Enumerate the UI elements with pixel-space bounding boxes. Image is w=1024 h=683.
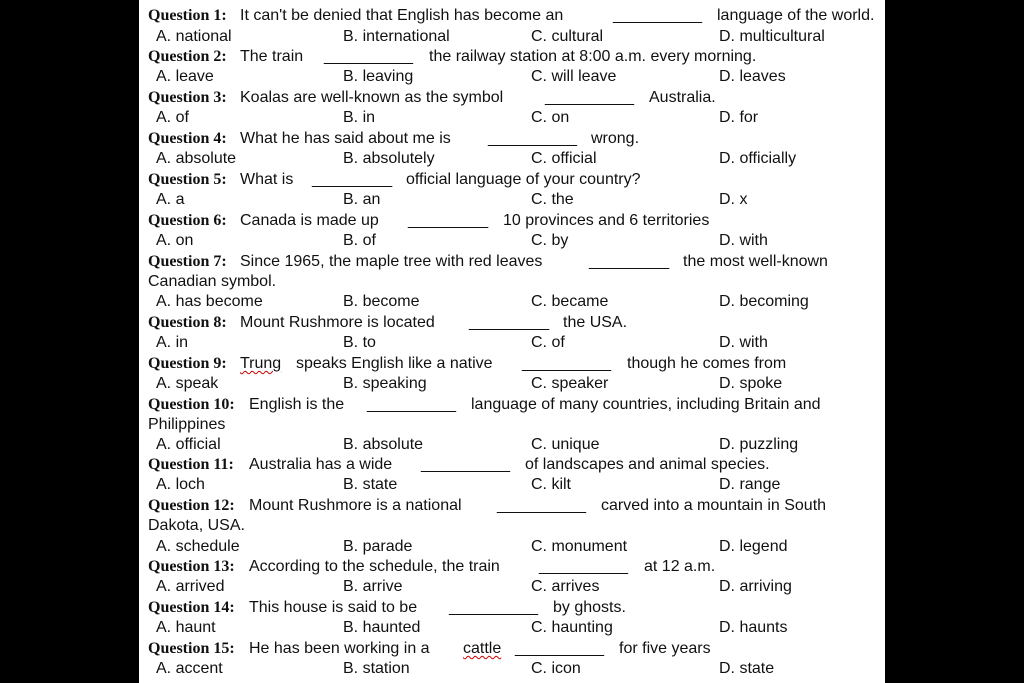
option-a: A. loch (156, 476, 205, 493)
question-number: Question 2: (148, 48, 227, 65)
stem-text: wrong. (591, 130, 640, 147)
stem-text: at 12 a.m. (644, 558, 716, 575)
option-b: B. leaving (343, 68, 414, 85)
option-b: B. become (343, 293, 420, 310)
option-c: C. cultural (531, 28, 604, 45)
option-c: C. of (531, 334, 565, 351)
option-d: D. becoming (719, 293, 809, 310)
option-b: B. arrive (343, 578, 403, 595)
option-b: B. an (343, 191, 381, 208)
stem-text: What is (240, 171, 294, 188)
option-a: A. of (156, 109, 189, 126)
option-a: A. official (156, 436, 221, 453)
option-d: D. range (719, 476, 781, 493)
question-number: Question 13: (148, 558, 235, 575)
option-a: A. on (156, 232, 194, 249)
option-d: D. state (719, 660, 775, 677)
stem-text: Canadian symbol. (148, 273, 277, 290)
stem-text: Since 1965, the maple tree with red leaves (240, 253, 543, 270)
stem-text: Mount Rushmore is a national (249, 497, 462, 514)
option-c: C. became (531, 293, 609, 310)
option-a: A. national (156, 28, 232, 45)
stem-text: though he comes from (627, 355, 787, 372)
option-d: D. officially (719, 150, 797, 167)
option-d: D. legend (719, 538, 788, 555)
question-number: Question 9: (148, 355, 227, 372)
stem-text: language of many countries, including Britain and (471, 396, 821, 413)
spellcheck-word: Trung (240, 355, 282, 372)
stem-text: The train (240, 48, 304, 65)
stem-text: the most well-known (683, 253, 828, 270)
answer-blank: __________ (515, 640, 604, 657)
option-b: B. state (343, 476, 398, 493)
question-number: Question 4: (148, 130, 227, 147)
option-d: D. multicultural (719, 28, 825, 45)
answer-blank: __________ (421, 456, 510, 473)
question-number: Question 5: (148, 171, 227, 188)
answer-blank: __________ (545, 89, 634, 106)
stem-text: for five years (619, 640, 711, 657)
option-d: D. spoke (719, 375, 783, 392)
answer-blank: __________ (449, 599, 538, 616)
question-number: Question 11: (148, 456, 234, 473)
stem-text: Australia. (649, 89, 716, 106)
option-c: C. monument (531, 538, 628, 555)
option-d: D. haunts (719, 619, 788, 636)
option-c: C. the (531, 191, 574, 208)
option-b: B. parade (343, 538, 413, 555)
question-number: Question 8: (148, 314, 227, 331)
option-b: B. of (343, 232, 376, 249)
stem-text: carved into a mountain in South (601, 497, 827, 514)
option-c: C. kilt (531, 476, 571, 493)
option-a: A. accent (156, 660, 223, 677)
stem-text: official language of your country? (406, 171, 641, 188)
stem-text: Koalas are well-known as the symbol (240, 89, 504, 106)
option-d: D. for (719, 109, 759, 126)
question-number: Question 10: (148, 396, 235, 413)
answer-blank: __________ (488, 130, 577, 147)
option-a: A. a (156, 191, 185, 208)
question-number: Question 3: (148, 89, 227, 106)
stem-text: the railway station at 8:00 a.m. every morning. (429, 48, 757, 65)
stem-text: English is the (249, 396, 345, 413)
option-c: C. official (531, 150, 597, 167)
option-d: D. arriving (719, 578, 792, 595)
stem-text: According to the schedule, the train (249, 558, 500, 575)
stem-text: language of the world. (717, 7, 875, 24)
option-c: C. by (531, 232, 569, 249)
option-b: B. absolute (343, 436, 424, 453)
option-a: A. has become (156, 293, 263, 310)
option-a: A. absolute (156, 150, 237, 167)
option-d: D. x (719, 191, 748, 208)
answer-blank: __________ (324, 48, 413, 65)
option-a: A. speak (156, 375, 219, 392)
answer-blank: __________ (539, 558, 628, 575)
option-c: C. icon (531, 660, 581, 677)
option-d: D. with (719, 232, 768, 249)
option-b: B. station (343, 660, 410, 677)
stem-text: This house is said to be (249, 599, 418, 616)
option-c: C. arrives (531, 578, 600, 595)
question-number: Question 6: (148, 212, 227, 229)
stem-text: speaks English like a native (296, 355, 493, 372)
option-c: C. haunting (531, 619, 613, 636)
option-c: C. will leave (531, 68, 617, 85)
stem-text: Dakota, USA. (148, 517, 245, 534)
option-b: B. to (343, 334, 376, 351)
stem-text: Canada is made up (240, 212, 379, 229)
answer-blank: __________ (367, 396, 456, 413)
spellcheck-word: cattle (463, 640, 502, 657)
option-c: C. speaker (531, 375, 609, 392)
worksheet-page (139, 0, 885, 683)
stem-text: Mount Rushmore is located (240, 314, 435, 331)
stem-text: It can't be denied that English has become an (240, 7, 564, 24)
option-d: D. puzzling (719, 436, 799, 453)
option-a: A. haunt (156, 619, 216, 636)
question-number: Question 12: (148, 497, 235, 514)
answer-blank: __________ (613, 7, 702, 24)
question-number: Question 15: (148, 640, 235, 657)
option-a: A. in (156, 334, 189, 351)
option-b: B. in (343, 109, 376, 126)
option-b: B. haunted (343, 619, 421, 636)
answer-blank: _________ (408, 212, 489, 229)
stem-text: 10 provinces and 6 territories (503, 212, 710, 229)
answer-blank: __________ (522, 355, 611, 372)
stem-text: by ghosts. (553, 599, 626, 616)
stem-text: the USA. (563, 314, 628, 331)
answer-blank: _________ (469, 314, 550, 331)
stem-text: Philippines (148, 416, 226, 433)
option-a: A. arrived (156, 578, 225, 595)
option-b: B. international (343, 28, 450, 45)
stem-text: Australia has a wide (249, 456, 393, 473)
stem-text: What he has said about me is (240, 130, 451, 147)
option-c: C. unique (531, 436, 600, 453)
option-a: A. leave (156, 68, 214, 85)
question-number: Question 1: (148, 7, 227, 24)
option-d: D. with (719, 334, 768, 351)
option-c: C. on (531, 109, 570, 126)
answer-blank: __________ (497, 497, 586, 514)
stem-text: He has been working in a (249, 640, 430, 657)
stem-text: of landscapes and animal species. (525, 456, 770, 473)
answer-blank: _________ (312, 171, 393, 188)
option-d: D. leaves (719, 68, 786, 85)
answer-blank: _________ (589, 253, 670, 270)
option-b: B. absolutely (343, 150, 435, 167)
option-b: B. speaking (343, 375, 427, 392)
question-number: Question 7: (148, 253, 227, 270)
question-number: Question 14: (148, 599, 235, 616)
option-a: A. schedule (156, 538, 240, 555)
